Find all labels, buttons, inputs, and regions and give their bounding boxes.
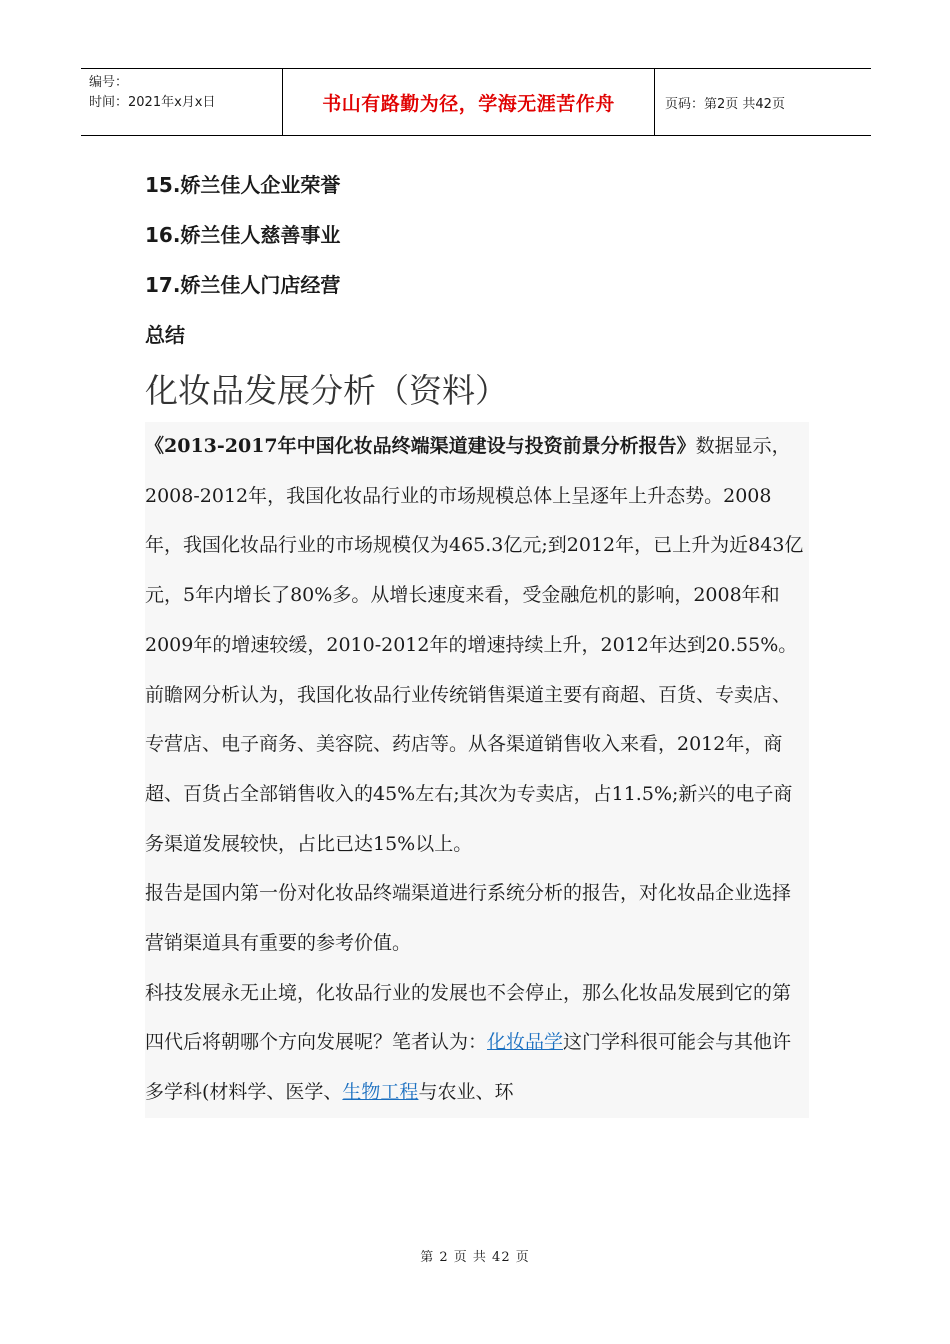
page-header	[81, 68, 871, 136]
paragraph-text: 科技发展永无止境，化妆品行业的发展也不会停止，那么化妆品发展到它的第四代后将朝哪个方向发展呢？笔者认为：	[145, 981, 792, 1054]
header-page-label: 页码：第2页 共42页	[665, 96, 785, 112]
page-footer: 第 2 页 共 42 页	[420, 1250, 530, 1265]
toc-item: 总结	[145, 323, 185, 347]
header-motto: 书山有路勤为径，学海无涯苦作舟	[283, 69, 655, 135]
paragraph-text: 数据显示，2008-2012年，我国化妆品行业的市场规模总体上呈逐年上升态势。2008年，我国化妆品行业的市场规模仅为465.3亿元;到2012年，已上升为近843亿元，5年内增长了80%多。从增长速度来看，受金融危机的影响，2008年和2009年的增速较缓，2010-2012年的增速持续上升，2012年达到20.55%。	[145, 435, 804, 656]
toc-item: 15.娇兰佳人企业荣誉	[145, 173, 341, 197]
link-bioengineering[interactable]: 生物工程	[342, 1081, 419, 1104]
paragraph-text: 这门学科很可能会与其他许多学科(材料学、医学、	[145, 1031, 792, 1104]
header-meta	[81, 69, 283, 135]
paragraph-future	[145, 969, 809, 1118]
number-label: 编号：	[89, 75, 129, 90]
paragraph-channels: 前瞻网分析认为，我国化妆品行业传统销售渠道主要有商超、百货、专卖店、专营店、电子商务、美容院、药店等。从各渠道销售收入来看，2012年，商超、百货占全部销售收入的45%左右;其次为专卖店，占11.5%;新兴的电子商务渠道发展较快，占比已达15%以上。	[145, 671, 809, 870]
toc-list	[145, 165, 340, 365]
report-title: 《2013-2017年中国化妆品终端渠道建设与投资前景分析报告》	[145, 435, 696, 457]
time-label: 时间：2021年x月x日	[89, 95, 216, 110]
section-title: 化妆品发展分析（资料）	[145, 371, 508, 410]
article-body	[145, 422, 809, 1118]
paragraph-report-value: 报告是国内第一份对化妆品终端渠道进行系统分析的报告，对化妆品企业选择营销渠道具有重要的参考价值。	[145, 869, 809, 968]
toc-item: 17.娇兰佳人门店经营	[145, 273, 341, 297]
paragraph-text: 与农业、环	[418, 1081, 514, 1104]
link-cosmetology[interactable]: 化妆品学	[487, 1031, 564, 1054]
toc-item: 16.娇兰佳人慈善事业	[145, 223, 341, 247]
paragraph-market-size	[145, 422, 809, 671]
